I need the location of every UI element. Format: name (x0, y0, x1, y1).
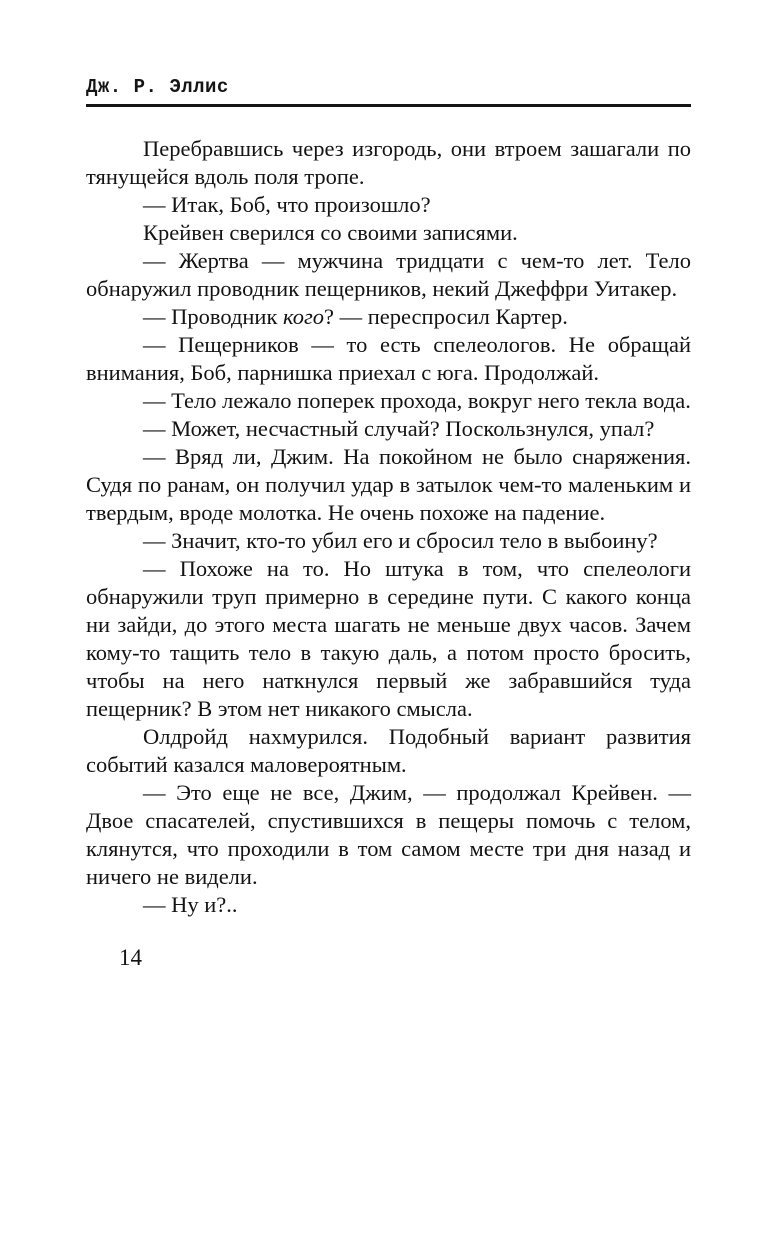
paragraph-dialogue: — Значит, кто-то убил его и сбросил тело в выбоину? (143, 528, 658, 553)
body-text (86, 135, 691, 919)
paragraph-dialogue: — Ну и?.. (143, 892, 238, 917)
paragraph-dialogue: — Итак, Боб, что произошло? (143, 192, 431, 217)
paragraph-dialogue: — Похоже на то. Но штука в том, что спелеологи обнаружили труп примерно в середине пути. С какого конца ни зайди, до этого места шагать не меньше двух часов. Зачем кому-то тащить тело в такую даль, а потом просто бросить, чтобы на него наткнулся первый же забравшийся туда пещерник? В этом нет никакого смысла. (86, 556, 691, 721)
paragraph-dialogue: — Жертва — мужчина тридцати с чем-то лет. Тело обнаружил проводник пещерников, некий Джеффри Уитакер. (86, 248, 691, 301)
paragraph: Крейвен сверился со своими записями. (143, 220, 518, 245)
paragraph-dialogue (86, 303, 691, 331)
paragraph-dialogue: — Тело лежало поперек прохода, вокруг него текла вода. (143, 388, 691, 413)
paragraph: Олдройд нахмурился. Подобный вариант развития событий казался маловероятным. (86, 724, 691, 777)
paragraph-dialogue: — Вряд ли, Джим. На покойном не было снаряжения. Судя по ранам, он получил удар в затылок чем-то маленьким и твердым, вроде молотка. Не очень похоже на падение. (86, 444, 691, 525)
page-number: 14 (119, 945, 142, 970)
paragraph-dialogue: — Может, несчастный случай? Поскользнулся, упал? (143, 416, 655, 441)
paragraph-text: — Проводник (143, 304, 284, 329)
paragraph: Перебравшись через изгородь, они втроем зашагали по тянущейся вдоль поля тропе. (86, 136, 691, 189)
italic-word: кого (283, 304, 324, 329)
running-head-author: Дж. Р. Эллис (86, 76, 691, 107)
paragraph-dialogue: — Это еще не все, Джим, — продолжал Крейвен. — Двое спасателей, спустившихся в пещеры помочь с телом, клянутся, что проходили в том самом месте три дня назад и ничего не видели. (86, 780, 691, 889)
paragraph-text: ? — переспросил Картер. (324, 304, 568, 329)
paragraph-dialogue: — Пещерников — то есть спелеологов. Не обращай внимания, Боб, парнишка приехал с юга. Продолжай. (86, 332, 691, 385)
